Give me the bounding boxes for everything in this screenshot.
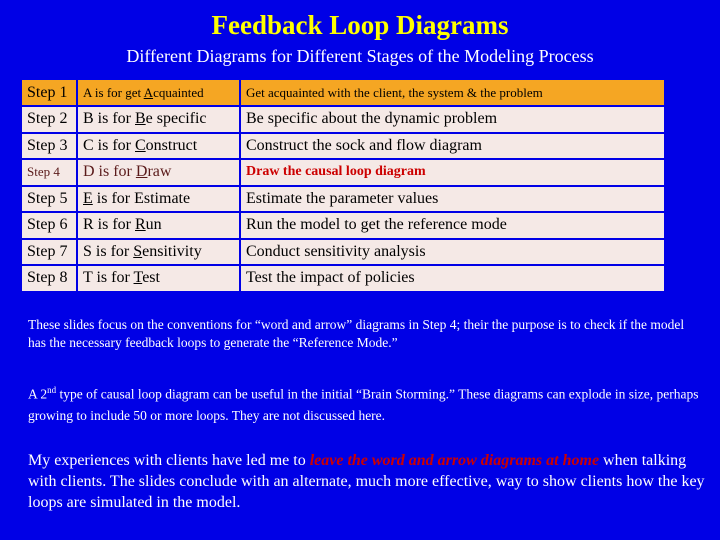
step-description: Get acquainted with the client, the system & the problem (241, 80, 664, 105)
step-mnemonic: T is for Test (78, 266, 239, 291)
step-mnemonic: R is for Run (78, 213, 239, 238)
step-label: Step 7 (22, 240, 76, 265)
step-row-8 (22, 266, 664, 291)
paragraph-focus: These slides focus on the conventions for “word and arrow” diagrams in Step 4; their the purpose is to check if the model has the necessary feedback loops to generate the “Reference Mode.” (28, 317, 685, 350)
step-row-1 (22, 80, 664, 105)
step-label: Step 1 (22, 80, 76, 105)
slide-title: Feedback Loop Diagrams (211, 10, 509, 40)
step-mnemonic: D is for Draw (78, 160, 239, 185)
step-mnemonic: S is for Sensitivity (78, 240, 239, 265)
step-description: Conduct sensitivity analysis (241, 240, 664, 265)
step-label: Step 8 (22, 266, 76, 291)
step-label: Step 6 (22, 213, 76, 238)
step-label: Step 4 (22, 160, 76, 185)
paragraph-experiences: My experiences with clients have led me to leave the word and arrow diagrams at home when talking with clients. The slides conclude with an alternate, much more effective, way to show clients how the key loops are simulated in the model. (28, 452, 705, 511)
step-row-6 (22, 213, 664, 238)
step-row-4 (22, 160, 664, 185)
step-label: Step 2 (22, 107, 76, 132)
step-description: Be specific about the dynamic problem (241, 107, 664, 132)
step-mnemonic: B is for Be specific (78, 107, 239, 132)
step-mnemonic: C is for Construct (78, 134, 239, 159)
step-mnemonic: E is for Estimate (78, 187, 239, 212)
step-row-2 (22, 107, 664, 132)
step-description: Run the model to get the reference mode (241, 213, 664, 238)
step-row-3 (22, 134, 664, 159)
step-description: Draw the causal loop diagram (241, 160, 664, 185)
paragraph-brainstorming: A 2nd type of causal loop diagram can be useful in the initial “Brain Storming.” These diagrams can explode in size, perhaps growing to include 50 or more loops. They are not discussed here. (28, 385, 699, 423)
step-description: Estimate the parameter values (241, 187, 664, 212)
step-row-5 (22, 187, 664, 212)
step-description: Construct the sock and flow diagram (241, 134, 664, 159)
step-mnemonic: A is for get Acquainted (78, 80, 239, 105)
emphasis-text: leave the word and arrow diagrams at home (309, 452, 600, 469)
slide-subtitle: Different Diagrams for Different Stages of the Modeling Process (126, 46, 594, 66)
steps-table (20, 78, 666, 293)
step-description: Test the impact of policies (241, 266, 664, 291)
step-label: Step 3 (22, 134, 76, 159)
step-row-7 (22, 240, 664, 265)
step-label: Step 5 (22, 187, 76, 212)
